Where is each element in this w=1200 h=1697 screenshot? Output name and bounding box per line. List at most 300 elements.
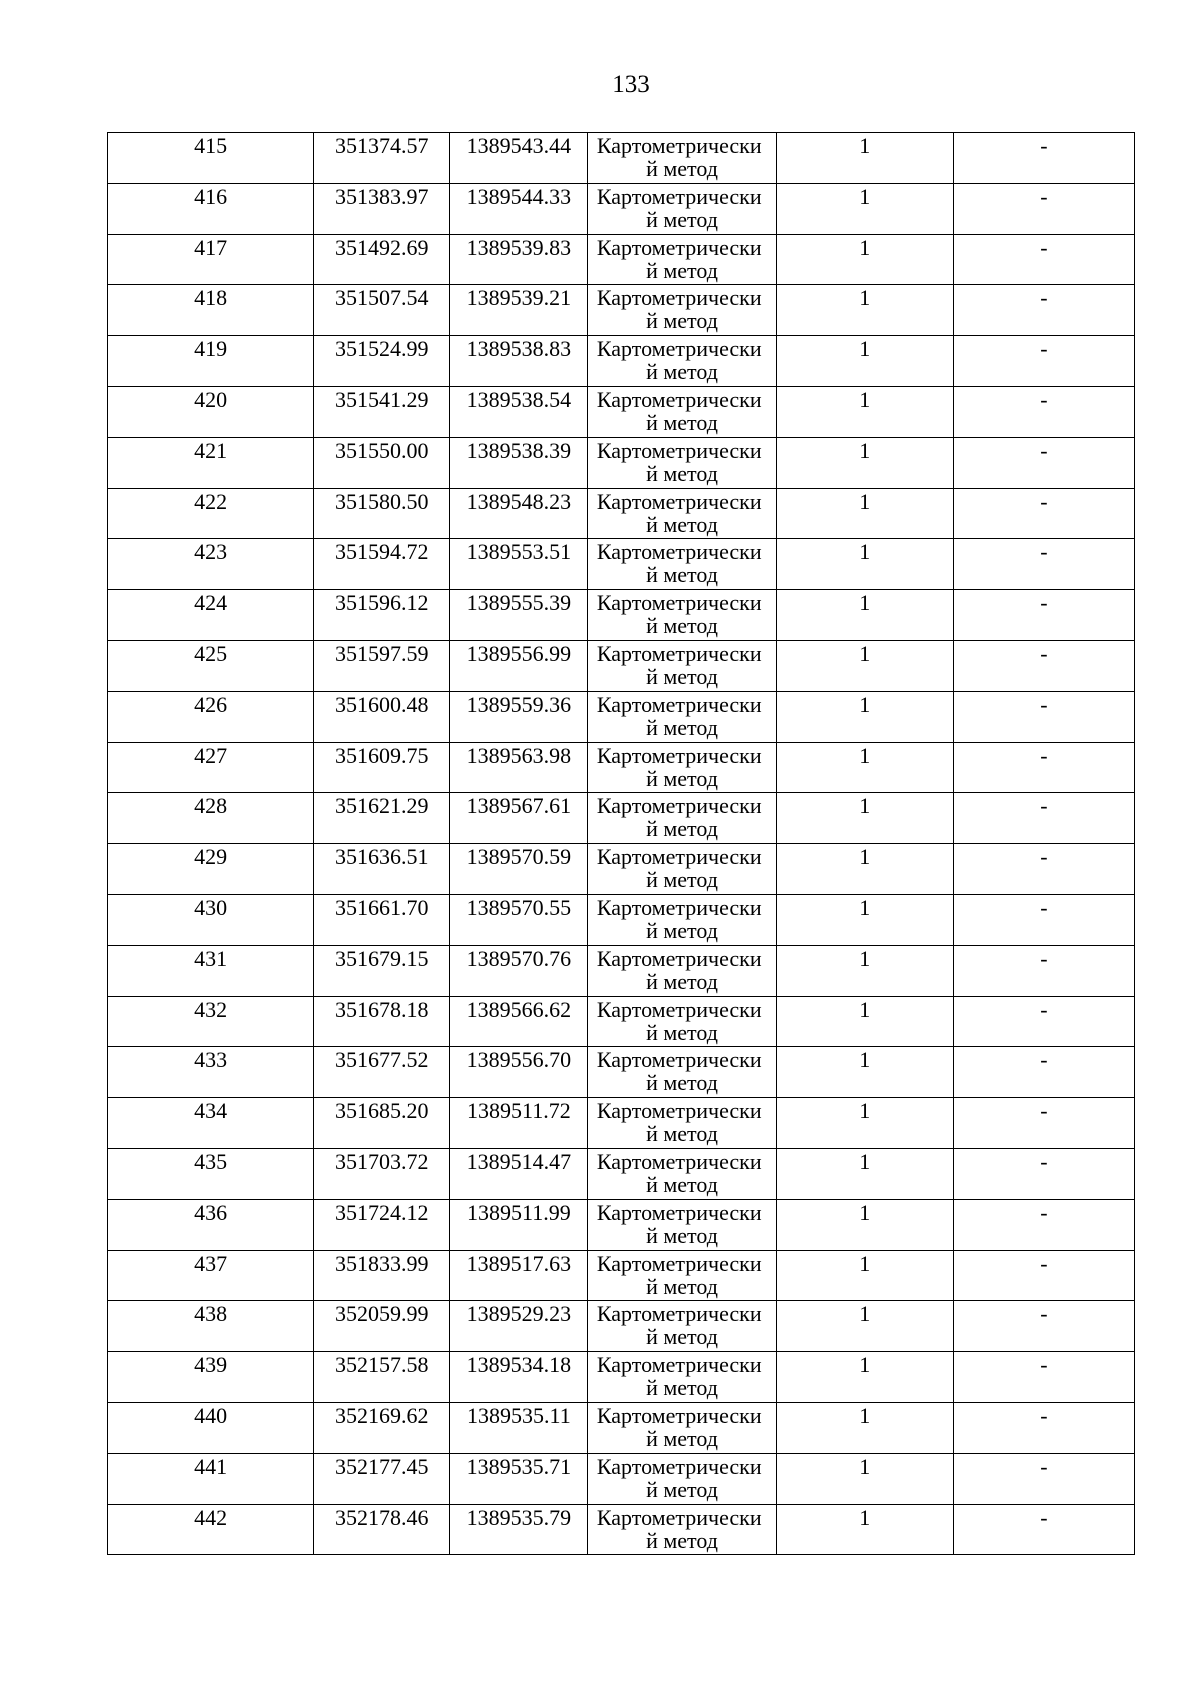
point-number-cell-text: 426 [194,691,228,717]
point-number-cell-text: 419 [194,336,228,362]
accuracy-cell-text: 1 [859,1352,871,1378]
description-cell [953,691,1134,742]
table-row [108,894,1135,945]
method-cell-text: Картометрически й метод [596,844,762,893]
table-row [108,183,1135,234]
x-coordinate-cell-text: 351580.50 [335,488,429,514]
y-coordinate-cell-text: 1389535.11 [467,1402,571,1428]
table-row [108,1352,1135,1403]
description-cell-text: - [1040,793,1048,819]
point-number-cell-text: 439 [194,1352,228,1378]
table-row [108,437,1135,488]
y-coordinate-cell [450,1199,588,1250]
y-coordinate-cell-text: 1389511.99 [467,1199,571,1225]
x-coordinate-cell-text: 351492.69 [335,234,429,260]
x-coordinate-cell-text: 351679.15 [335,945,429,971]
y-coordinate-cell [450,1301,588,1352]
table-row [108,1504,1135,1555]
method-cell-text: Картометрически й метод [596,285,762,334]
point-number-cell [108,945,314,996]
accuracy-cell-text: 1 [859,996,871,1022]
y-coordinate-cell-text: 1389529.23 [466,1301,572,1327]
accuracy-cell-text: 1 [859,1047,871,1073]
y-coordinate-cell-text: 1389570.76 [466,945,572,971]
table-row [108,386,1135,437]
description-cell-text: - [1040,1250,1048,1276]
x-coordinate-cell-text: 351621.29 [335,793,429,819]
y-coordinate-cell [450,234,588,285]
y-coordinate-cell-text: 1389570.59 [466,844,572,870]
accuracy-cell-text: 1 [859,742,871,768]
method-cell [588,640,776,691]
point-number-cell [108,844,314,895]
description-cell [953,1148,1134,1199]
y-coordinate-cell-text: 1389548.23 [466,488,572,514]
description-cell [953,894,1134,945]
accuracy-cell-text: 1 [859,1148,871,1174]
point-number-cell [108,133,314,184]
description-cell [953,1098,1134,1149]
x-coordinate-cell [314,1352,450,1403]
x-coordinate-cell-text: 352178.46 [335,1504,429,1530]
table-row [108,539,1135,590]
description-cell-text: - [1040,1047,1048,1073]
accuracy-cell [776,996,953,1047]
method-cell [588,1047,776,1098]
method-cell [588,1504,776,1555]
method-cell [588,742,776,793]
y-coordinate-cell-text: 1389553.51 [466,539,572,565]
x-coordinate-cell [314,234,450,285]
accuracy-cell [776,133,953,184]
method-cell-text: Картометрически й метод [596,590,762,639]
point-number-cell-text: 436 [194,1199,228,1225]
x-coordinate-cell [314,183,450,234]
x-coordinate-cell [314,793,450,844]
y-coordinate-cell-text: 1389538.54 [466,386,572,412]
y-coordinate-cell [450,844,588,895]
method-cell [588,1199,776,1250]
method-cell-text: Картометрически й метод [596,1199,762,1248]
y-coordinate-cell [450,945,588,996]
point-number-cell [108,183,314,234]
method-cell [588,285,776,336]
y-coordinate-cell [450,1402,588,1453]
x-coordinate-cell [314,844,450,895]
method-cell-text: Картометрически й метод [596,336,762,385]
point-number-cell-text: 441 [194,1453,228,1479]
method-cell [588,1352,776,1403]
x-coordinate-cell [314,1047,450,1098]
description-cell-text: - [1040,1301,1048,1327]
y-coordinate-cell-text: 1389556.70 [466,1047,572,1073]
point-number-cell [108,742,314,793]
y-coordinate-cell [450,539,588,590]
method-cell-text: Картометрически й метод [596,793,762,842]
method-cell-text: Картометрически й метод [596,1504,762,1553]
y-coordinate-cell [450,1504,588,1555]
x-coordinate-cell [314,945,450,996]
description-cell-text: - [1040,488,1048,514]
y-coordinate-cell [450,1148,588,1199]
method-cell-text: Картометрически й метод [596,1098,762,1147]
point-number-cell-text: 422 [194,488,228,514]
method-cell-text: Картометрически й метод [596,1453,762,1502]
table-row [108,1047,1135,1098]
method-cell [588,1453,776,1504]
point-number-cell-text: 431 [194,945,228,971]
y-coordinate-cell [450,691,588,742]
x-coordinate-cell-text: 351524.99 [335,336,429,362]
description-cell [953,1301,1134,1352]
accuracy-cell-text: 1 [859,1301,871,1327]
point-number-cell [108,1047,314,1098]
y-coordinate-cell-text: 1389514.47 [466,1148,572,1174]
accuracy-cell [776,234,953,285]
table-row [108,285,1135,336]
table-body [108,133,1135,1555]
x-coordinate-cell [314,1453,450,1504]
table-row [108,844,1135,895]
method-cell [588,133,776,184]
method-cell-text: Картометрически й метод [596,1301,762,1350]
x-coordinate-cell-text: 352177.45 [335,1453,429,1479]
description-cell-text: - [1040,1098,1048,1124]
description-cell-text: - [1040,386,1048,412]
accuracy-cell [776,336,953,387]
point-number-cell [108,1453,314,1504]
description-cell-text: - [1040,590,1048,616]
y-coordinate-cell-text: 1389566.62 [466,996,572,1022]
description-cell [953,844,1134,895]
x-coordinate-cell [314,691,450,742]
accuracy-cell [776,488,953,539]
point-number-cell [108,1250,314,1301]
accuracy-cell [776,640,953,691]
y-coordinate-cell-text: 1389563.98 [466,742,572,768]
y-coordinate-cell [450,1453,588,1504]
description-cell-text: - [1040,1453,1048,1479]
description-cell [953,1047,1134,1098]
accuracy-cell-text: 1 [859,1250,871,1276]
method-cell-text: Картометрически й метод [596,234,762,283]
table-row [108,1098,1135,1149]
method-cell [588,844,776,895]
method-cell-text: Картометрически й метод [596,640,762,689]
accuracy-cell [776,793,953,844]
description-cell [953,945,1134,996]
description-cell [953,133,1134,184]
description-cell-text: - [1040,1504,1048,1530]
accuracy-cell [776,1504,953,1555]
method-cell-text: Картометрически й метод [596,894,762,943]
accuracy-cell-text: 1 [859,640,871,666]
point-number-cell-text: 432 [194,996,228,1022]
method-cell [588,437,776,488]
x-coordinate-cell-text: 351374.57 [335,133,429,158]
y-coordinate-cell [450,1352,588,1403]
point-number-cell-text: 440 [194,1402,228,1428]
accuracy-cell-text: 1 [859,945,871,971]
point-number-cell [108,1352,314,1403]
description-cell-text: - [1040,234,1048,260]
y-coordinate-cell [450,894,588,945]
description-cell-text: - [1040,539,1048,565]
accuracy-cell [776,1250,953,1301]
description-cell [953,742,1134,793]
x-coordinate-cell [314,336,450,387]
accuracy-cell [776,1402,953,1453]
accuracy-cell-text: 1 [859,488,871,514]
description-cell-text: - [1040,133,1048,158]
point-number-cell-text: 425 [194,640,228,666]
y-coordinate-cell-text: 1389559.36 [466,691,572,717]
x-coordinate-cell [314,640,450,691]
description-cell [953,793,1134,844]
description-cell [953,234,1134,285]
method-cell [588,1098,776,1149]
table-row [108,1453,1135,1504]
accuracy-cell [776,1098,953,1149]
y-coordinate-cell-text: 1389511.72 [467,1098,571,1124]
x-coordinate-cell-text: 351507.54 [335,285,429,311]
method-cell [588,1402,776,1453]
x-coordinate-cell-text: 351596.12 [335,590,429,616]
y-coordinate-cell-text: 1389538.83 [466,336,572,362]
y-coordinate-cell-text: 1389570.55 [466,894,572,920]
description-cell [953,488,1134,539]
table-row [108,1301,1135,1352]
table-row [108,1148,1135,1199]
x-coordinate-cell-text: 351600.48 [335,691,429,717]
accuracy-cell-text: 1 [859,793,871,819]
accuracy-cell [776,1148,953,1199]
y-coordinate-cell [450,1250,588,1301]
y-coordinate-cell [450,336,588,387]
description-cell-text: - [1040,437,1048,463]
table-row [108,640,1135,691]
accuracy-cell-text: 1 [859,437,871,463]
x-coordinate-cell [314,1148,450,1199]
accuracy-cell [776,1047,953,1098]
method-cell-text: Картометрически й метод [596,945,762,994]
x-coordinate-cell [314,996,450,1047]
accuracy-cell [776,1301,953,1352]
y-coordinate-cell [450,183,588,234]
method-cell-text: Картометрически й метод [596,996,762,1045]
accuracy-cell [776,844,953,895]
x-coordinate-cell-text: 351541.29 [335,386,429,412]
y-coordinate-cell-text: 1389567.61 [466,793,572,819]
method-cell [588,691,776,742]
accuracy-cell [776,590,953,641]
method-cell-text: Картометрически й метод [596,183,762,232]
table-row [108,691,1135,742]
accuracy-cell-text: 1 [859,183,871,209]
description-cell [953,590,1134,641]
point-number-cell [108,1301,314,1352]
method-cell-text: Картометрически й метод [596,1047,762,1096]
point-number-cell-text: 421 [194,437,228,463]
x-coordinate-cell-text: 351703.72 [335,1148,429,1174]
description-cell [953,386,1134,437]
method-cell [588,793,776,844]
table-row [108,945,1135,996]
point-number-cell-text: 417 [194,234,228,260]
accuracy-cell-text: 1 [859,234,871,260]
accuracy-cell-text: 1 [859,1098,871,1124]
description-cell-text: - [1040,1402,1048,1428]
accuracy-cell-text: 1 [859,285,871,311]
accuracy-cell-text: 1 [859,691,871,717]
table-row [108,234,1135,285]
y-coordinate-cell [450,640,588,691]
description-cell-text: - [1040,742,1048,768]
x-coordinate-cell-text: 351685.20 [335,1098,429,1124]
method-cell-text: Картометрически й метод [596,1148,762,1197]
y-coordinate-cell [450,1098,588,1149]
point-number-cell [108,1098,314,1149]
accuracy-cell [776,1199,953,1250]
point-number-cell-text: 429 [194,844,228,870]
x-coordinate-cell-text: 351597.59 [335,640,429,666]
point-number-cell [108,640,314,691]
method-cell-text: Картометрически й метод [596,488,762,537]
method-cell [588,1301,776,1352]
description-cell [953,183,1134,234]
x-coordinate-cell [314,437,450,488]
table-row [108,133,1135,184]
accuracy-cell-text: 1 [859,1402,871,1428]
method-cell [588,336,776,387]
point-number-cell-text: 416 [194,183,228,209]
x-coordinate-cell [314,742,450,793]
method-cell-text: Картометрически й метод [596,133,762,181]
description-cell-text: - [1040,1148,1048,1174]
accuracy-cell [776,945,953,996]
description-cell-text: - [1040,945,1048,971]
point-number-cell-text: 428 [194,793,228,819]
x-coordinate-cell-text: 351833.99 [335,1250,429,1276]
x-coordinate-cell-text: 351609.75 [335,742,429,768]
method-cell [588,1148,776,1199]
description-cell [953,1250,1134,1301]
description-cell [953,285,1134,336]
x-coordinate-cell [314,1301,450,1352]
point-number-cell [108,590,314,641]
point-number-cell [108,285,314,336]
y-coordinate-cell-text: 1389538.39 [466,437,572,463]
description-cell [953,1504,1134,1555]
y-coordinate-cell-text: 1389543.44 [466,133,572,158]
y-coordinate-cell-text: 1389539.83 [466,234,572,260]
accuracy-cell-text: 1 [859,336,871,362]
table-row [108,996,1135,1047]
accuracy-cell [776,1453,953,1504]
y-coordinate-cell [450,488,588,539]
accuracy-cell [776,691,953,742]
description-cell-text: - [1040,183,1048,209]
y-coordinate-cell-text: 1389535.79 [466,1504,572,1530]
method-cell [588,590,776,641]
point-number-cell-text: 415 [194,133,228,158]
x-coordinate-cell [314,590,450,641]
y-coordinate-cell-text: 1389539.21 [466,285,572,311]
point-number-cell [108,691,314,742]
coordinates-table [107,132,1135,1555]
method-cell-text: Картометрически й метод [596,437,762,486]
x-coordinate-cell-text: 351383.97 [335,183,429,209]
point-number-cell [108,1504,314,1555]
method-cell [588,894,776,945]
point-number-cell [108,336,314,387]
description-cell-text: - [1040,691,1048,717]
method-cell-text: Картометрически й метод [596,386,762,435]
x-coordinate-cell-text: 351661.70 [335,894,429,920]
page-number: 133 [612,71,650,98]
description-cell [953,1402,1134,1453]
x-coordinate-cell-text: 352169.62 [335,1402,429,1428]
description-cell-text: - [1040,640,1048,666]
method-cell [588,386,776,437]
description-cell [953,1453,1134,1504]
table-row [108,488,1135,539]
description-cell-text: - [1040,996,1048,1022]
method-cell [588,539,776,590]
accuracy-cell [776,894,953,945]
method-cell [588,945,776,996]
y-coordinate-cell-text: 1389535.71 [466,1453,572,1479]
accuracy-cell [776,386,953,437]
table-row [108,336,1135,387]
description-cell [953,539,1134,590]
accuracy-cell [776,742,953,793]
point-number-cell-text: 427 [194,742,228,768]
description-cell [953,336,1134,387]
accuracy-cell-text: 1 [859,539,871,565]
description-cell-text: - [1040,1352,1048,1378]
y-coordinate-cell-text: 1389534.18 [466,1352,572,1378]
x-coordinate-cell [314,1199,450,1250]
x-coordinate-cell [314,1098,450,1149]
description-cell-text: - [1040,894,1048,920]
method-cell-text: Картометрически й метод [596,691,762,740]
table-row [108,1199,1135,1250]
x-coordinate-cell-text: 352157.58 [335,1352,429,1378]
x-coordinate-cell [314,894,450,945]
method-cell-text: Картометрически й метод [596,1250,762,1299]
point-number-cell-text: 438 [194,1301,228,1327]
description-cell [953,1352,1134,1403]
point-number-cell [108,437,314,488]
description-cell [953,437,1134,488]
x-coordinate-cell [314,488,450,539]
point-number-cell [108,539,314,590]
y-coordinate-cell [450,1047,588,1098]
point-number-cell-text: 437 [194,1250,228,1276]
point-number-cell [108,894,314,945]
x-coordinate-cell [314,1504,450,1555]
description-cell-text: - [1040,285,1048,311]
y-coordinate-cell [450,133,588,184]
point-number-cell-text: 433 [194,1047,228,1073]
x-coordinate-cell-text: 351724.12 [335,1199,429,1225]
accuracy-cell [776,539,953,590]
point-number-cell [108,1199,314,1250]
point-number-cell-text: 424 [194,590,228,616]
accuracy-cell-text: 1 [859,1453,871,1479]
x-coordinate-cell [314,1402,450,1453]
